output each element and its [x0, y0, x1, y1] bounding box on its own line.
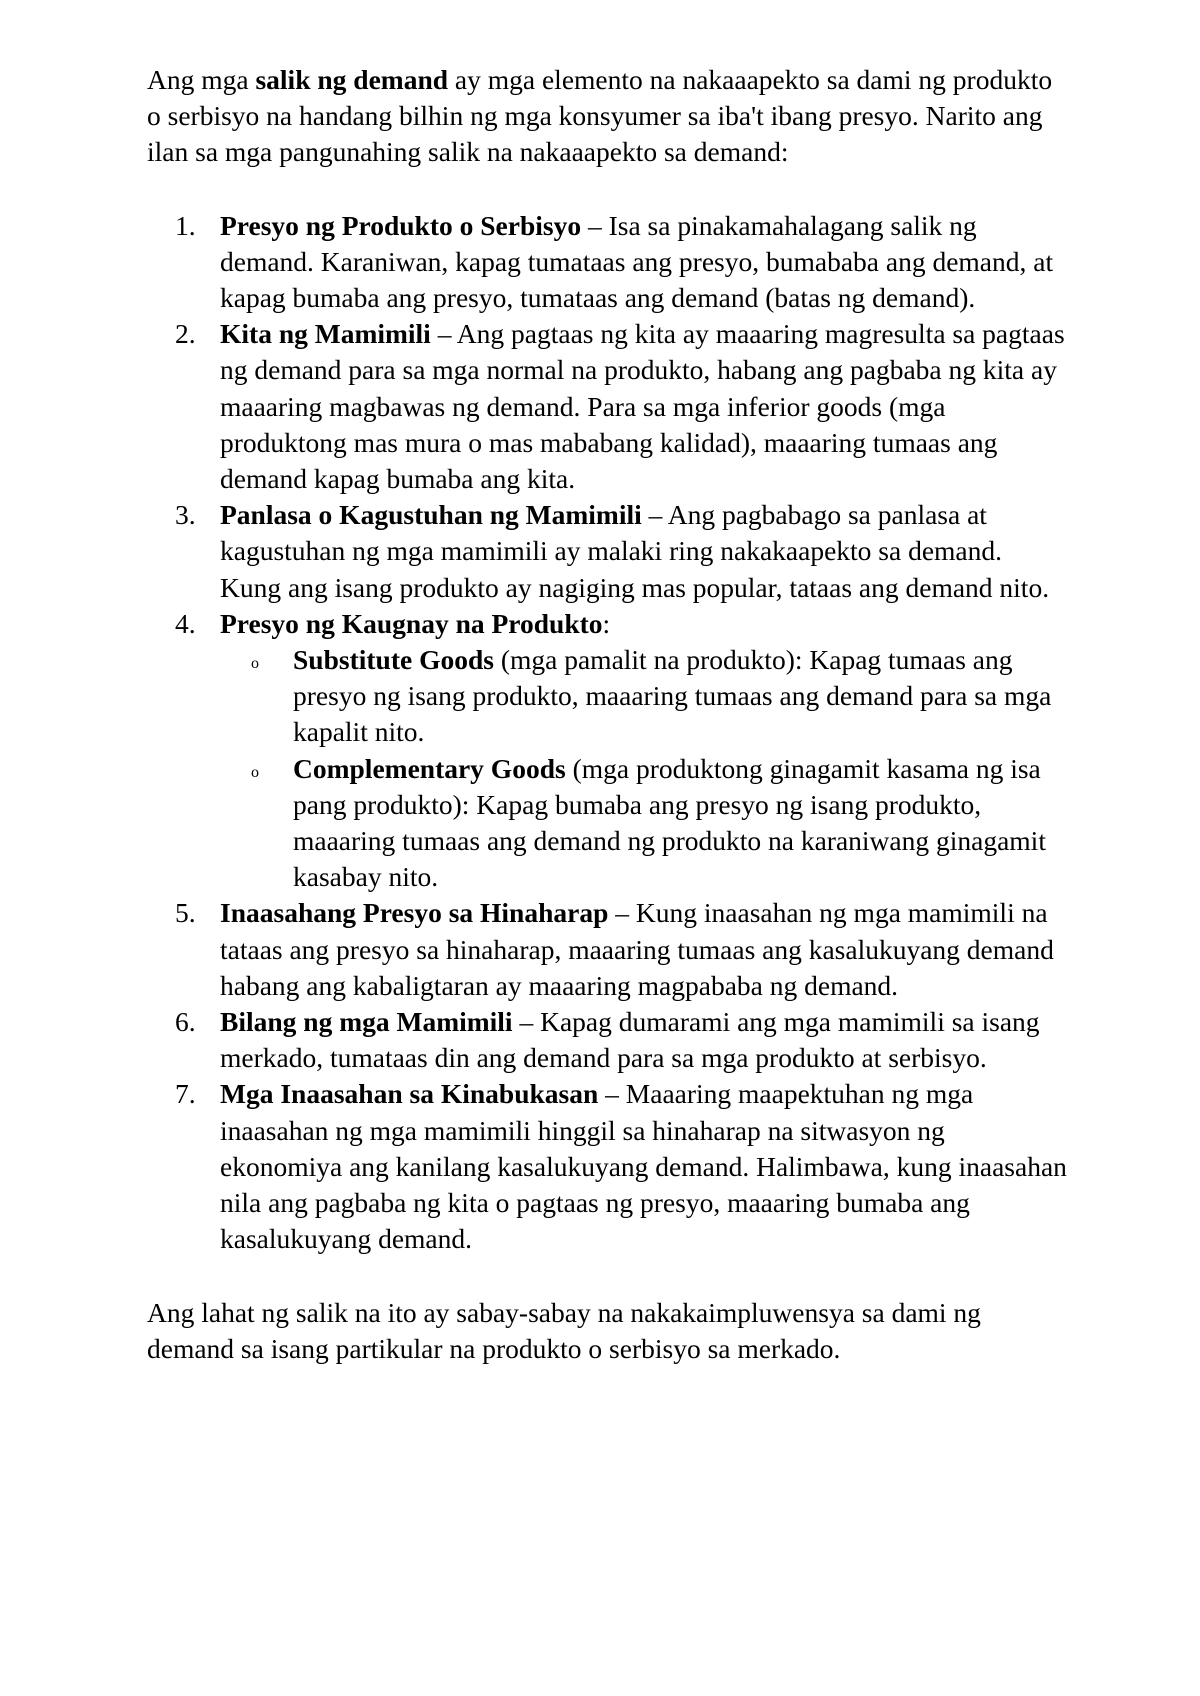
intro-text-end: ay mga elemento na nakaaapekto sa dami ng produkto o serbisyo na handang bilhin ng mga konsyumer sa iba't ibang presyo. Narito ang ilan sa mga pangunahing salik na nakaaapekto sa demand:: [147, 64, 1053, 168]
list-number: 2.: [175, 318, 196, 350]
item-text: – Maaaring maapektuhan ng mga inaasahan ng mga mamimili hinggil sa hinaharap na sitwasyon ng ekonomiya ang kanilang kasalukuyang demand. Halimbawa, kung inaasahan nila ang pagbaba ng kita o pagtaas ng presyo, maaaring bumaba ang kasalukuyang demand.: [220, 1078, 1067, 1255]
document-page: [147, 62, 1067, 1367]
item-title: Presyo ng Produkto o Serbisyo: [220, 209, 582, 241]
list-item-5: [147, 895, 1067, 1004]
sub-item-title: Substitute Goods: [293, 644, 494, 676]
factors-list: [147, 208, 1067, 1258]
list-item-3: [147, 497, 1067, 606]
sub-item-complementary: [220, 751, 1067, 896]
item-text: – Kung inaasahan ng mga mamimili na tataas ang presyo sa hinaharap, maaaring tumaas ang kasalukuyang demand habang ang kabaligtaran ay maaaring magpababa ng demand.: [220, 897, 1054, 1001]
intro-paragraph: [147, 62, 1067, 171]
list-number: 7.: [175, 1078, 196, 1110]
item-text: :: [602, 607, 611, 639]
item-title: Presyo ng Kaugnay na Produkto: [220, 607, 603, 639]
item-text: – Kapag dumarami ang mga mamimili sa isang merkado, tumataas din ang demand para sa mga produkto at serbisyo.: [220, 1006, 1040, 1074]
item-title: Bilang ng mga Mamimili: [220, 1006, 513, 1038]
sub-item-substitute: [220, 642, 1067, 751]
item-title: Panlasa o Kagustuhan ng Mamimili: [220, 499, 642, 531]
list-number: 5.: [175, 897, 196, 929]
list-number: 1.: [175, 209, 196, 241]
bullet-icon: o: [251, 763, 259, 781]
list-item-7: [147, 1076, 1067, 1257]
intro-bold-term: salik ng demand: [255, 64, 449, 95]
list-item-6: [147, 1004, 1067, 1076]
list-item-1: [147, 208, 1067, 317]
sub-item-text: (mga pamalit na produkto): Kapag tumaas ang presyo ng isang produkto, maaaring tumaas ang demand para sa mga kapalit nito.: [293, 644, 1052, 748]
item-title: Kita ng Mamimili: [220, 318, 431, 350]
bullet-icon: o: [251, 655, 259, 673]
list-item-4: [147, 606, 1067, 896]
item-text: – Ang pagbabago sa panlasa at kagustuhan ng mga mamimili ay malaki ring nakakaapekto sa demand. Kung ang isang produkto ay nagiging mas popular, tataas ang demand nito.: [220, 499, 1050, 603]
closing-paragraph: Ang lahat ng salik na ito ay sabay-sabay na nakakaimpluwensya sa dami ng demand sa isang partikular na produkto o serbisyo sa merkado.: [147, 1296, 981, 1364]
item-title: Mga Inaasahan sa Kinabukasan: [220, 1078, 599, 1110]
item-title: Inaasahang Presyo sa Hinaharap: [220, 897, 609, 929]
intro-text-start: Ang mga: [147, 64, 256, 95]
related-goods-sublist: [220, 642, 1067, 895]
list-number: 3.: [175, 499, 196, 531]
sub-item-title: Complementary Goods: [293, 752, 566, 784]
item-text: – Isa sa pinakamahalagang salik ng demand. Karaniwan, kapag tumataas ang presyo, bumababa ang demand, at kapag bumaba ang presyo, tumataas ang demand (batas ng demand).: [220, 209, 1054, 314]
sub-item-text: (mga produktong ginagamit kasama ng isa pang produkto): Kapag bumaba ang presyo ng isang produkto, maaaring tumaas ang demand ng produkto na karaniwang ginagamit kasabay nito.: [293, 752, 1046, 893]
list-item-2: [147, 316, 1067, 497]
item-text: – Ang pagtaas ng kita ay maaaring magresulta sa pagtaas ng demand para sa mga normal na produkto, habang ang pagbaba ng kita ay maaaring magbawas ng demand. Para sa mga inferior goods (mga produktong mas mura o mas mababang kalidad), maaaring tumaas ang demand kapag bumaba ang kita.: [220, 318, 1065, 495]
list-number: 6.: [175, 1006, 196, 1038]
list-number: 4.: [175, 607, 196, 639]
